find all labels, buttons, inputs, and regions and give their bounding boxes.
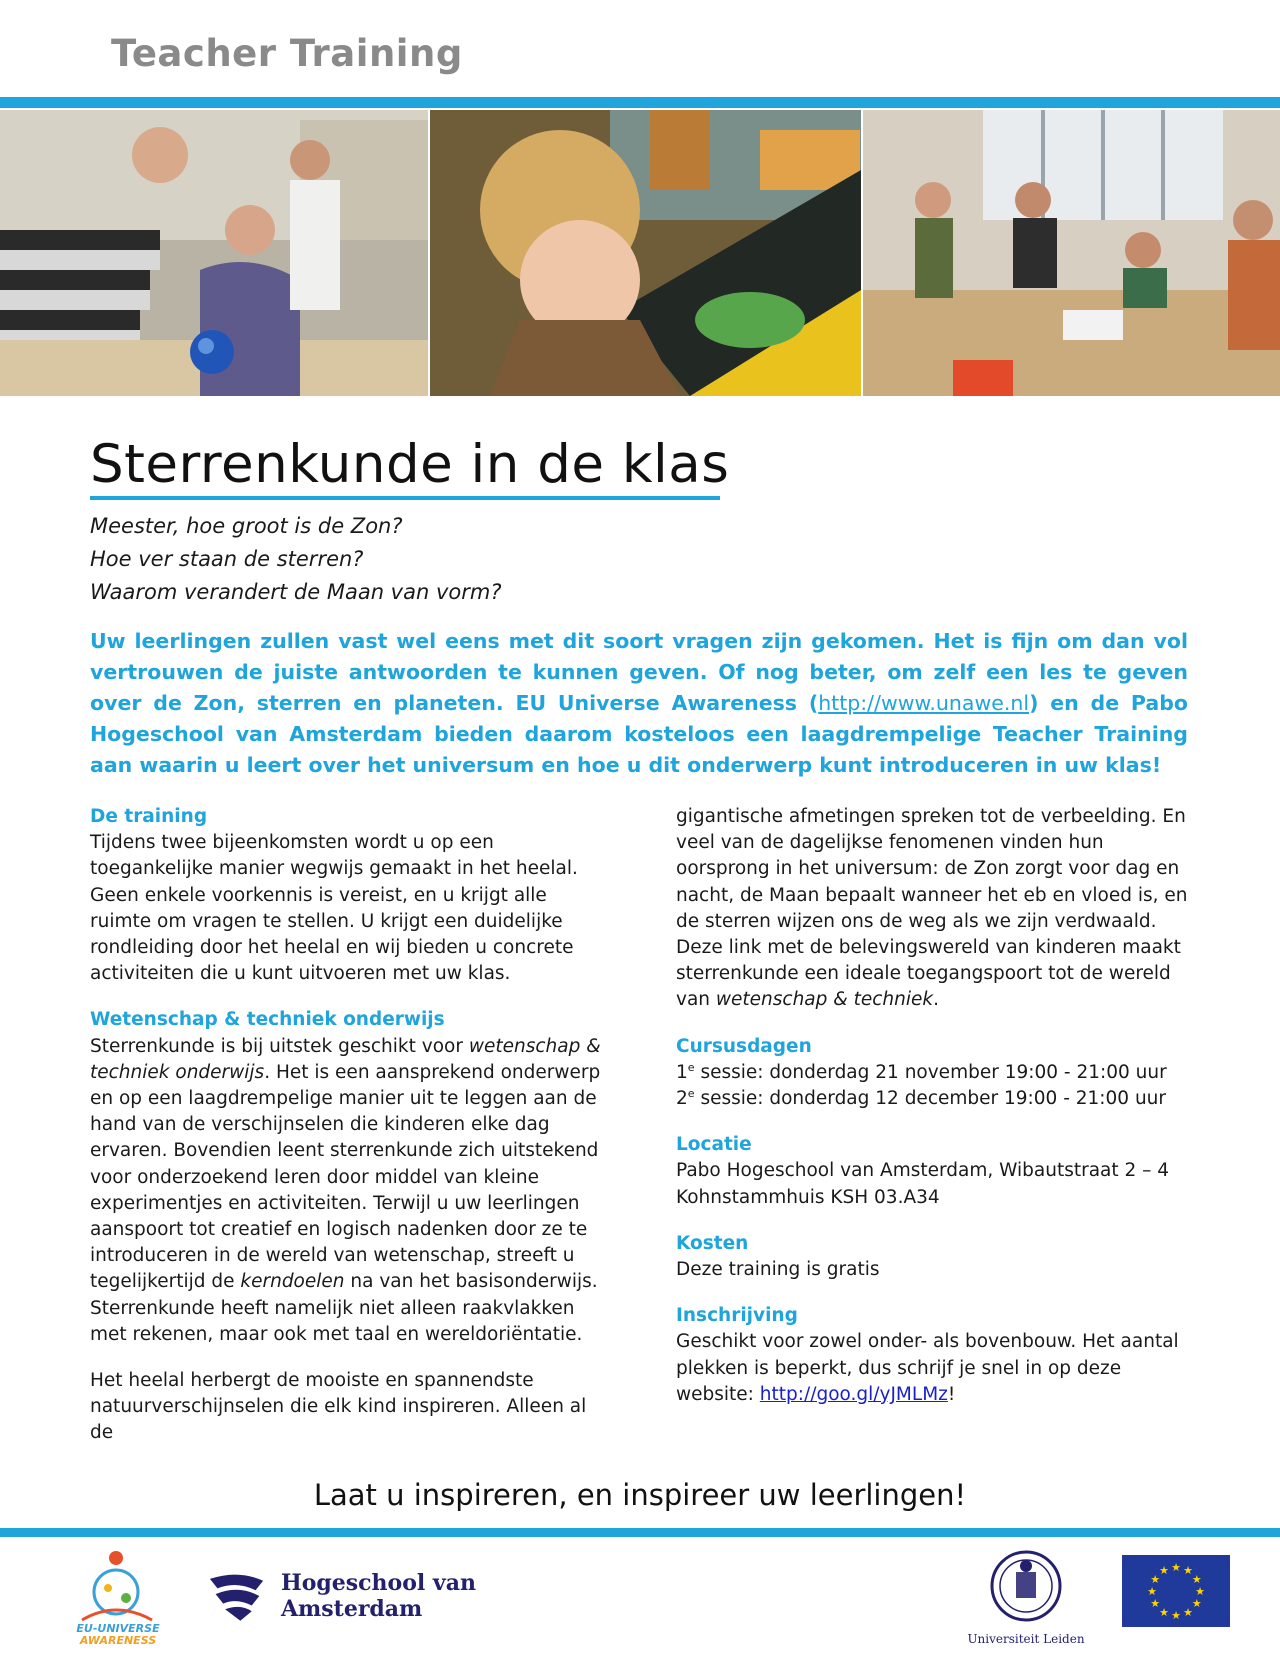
right-column [676,804,1196,1418]
signup-heading: Inschrijving [676,1305,798,1327]
page-header-title: Teacher Training [111,32,463,75]
tagline: Laat u inspireren, en inspireer uw leerlingen! [313,1478,967,1512]
eu-star-icon: ★ [1159,1564,1169,1578]
eu-star-icon: ★ [1150,1573,1161,1586]
hva-wordmark: Hogeschool van Amsterdam [280,1570,476,1622]
training-heading: De training [90,806,208,827]
svg-text:EU-UNIVERSE: EU-UNIVERSE [76,1622,160,1635]
signup-link[interactable]: http://goo.gl/yJMLMz [759,1383,948,1405]
bottom-divider [0,1528,1280,1537]
training-text: Tijdens twee bijeenkomsten wordt u op een toegankelijke manier wegwijs gemaakt in het heelal. Geen enkele voorkennis is vereist, en u krijgt alle ruimte om vragen te stellen. U krijgt een duidelijke rondleiding door het heelal en wij bieden u concrete activiteiten die u kunt uitvoeren met uw klas. [90,832,578,985]
science-text: Sterrenkunde is bij uitstek geschikt voor wetenschap & techniek onderwijs. Het is een aansprekend onderwerp en op een laagdrempelige manier uit te leggen aan de hand van de verschijnselen die kinderen elke dag ervaren. Bovendien leent sterrenkunde zich uitstekend voor onderzoekend leren door middel van kleine experimentjes en activiteiten. Terwijl u uw leerlingen aanspoort tot creatief en logisch nadenken door ze te introduceren in de wereld van wetenschap, streeft u tegelijkertijd de kerndoelen na van het basisonderwijs. Sterrenkunde heeft namelijk niet alleen raakvlakken met rekenen, maar ook met taal en wereldoriëntatie. [90,1035,601,1345]
leiden-seal-icon [990,1548,1062,1626]
photo-strip [0,110,1280,396]
dates-heading: Cursusdagen [676,1035,812,1057]
question-item: Waarom verandert de Maan van vorm? [90,580,502,604]
question-item: Hoe ver staan de sterren? [90,547,364,571]
question-list [90,510,501,609]
hogeschool-van-amsterdam-logo [208,1568,608,1624]
eu-star-icon: ★ [1183,1605,1193,1619]
eu-star-icon: ★ [1150,1597,1161,1610]
session-1: 1e sessie: donderdag 21 november 19:00 - 21:00 uur [676,1060,1167,1083]
eu-star-icon: ★ [1171,1609,1181,1622]
hva-emblem-icon [208,1570,267,1622]
eu-star-icon: ★ [1147,1585,1157,1598]
cost-text: Deze training is gratis [676,1259,880,1281]
photo-teacher-globe [0,110,428,396]
eu-flag-logo [1122,1555,1230,1627]
location-heading: Locatie [676,1134,752,1156]
photo-child-drawing [430,110,861,396]
eu-star-icon: ★ [1159,1605,1169,1619]
unawe-link[interactable]: http://www.unawe.nl [818,691,1030,715]
location-line-2: Kohnstammhuis KSH 03.A34 [676,1186,940,1208]
eu-star-icon: ★ [1195,1585,1205,1598]
intro-paragraph [90,626,1188,781]
intro-text-start: Uw leerlingen zullen vast wel eens met dit soort vragen zijn gekomen. Het is fijn om dan vol vertrouwen de juiste antwoorden te kunnen geven. Of nog beter, om zelf een les te geven over de Zon, sterren en planeten. EU Universe Awareness ( [90,629,1188,715]
leiden-wordmark: Universiteit Leiden [967,1632,1085,1646]
universiteit-leiden-logo [966,1548,1086,1652]
svg-text:AWARENESS: AWARENESS [79,1634,157,1647]
intro-text-end: ) en de Pabo Hogeschool van Amsterdam bieden daarom kosteloos een laagdrempelige Teacher Training aan waarin u leert over het universum en hoe u dit onderwerp kunt introduceren in uw klas! [90,691,1188,777]
science-heading: Wetenschap & techniek onderwijs [90,1009,445,1031]
signup-text: Geschikt voor zowel onder- als bovenbouw. Het aantal plekken is beperkt, dus schrijf je snel in op deze website: http://goo.gl/yJMLMz! [676,1331,1179,1405]
page-title: Sterrenkunde in de klas [90,434,730,495]
eu-star-icon: ★ [1191,1597,1202,1610]
session-2: 2e sessie: donderdag 12 december 19:00 - 21:00 uur [676,1086,1167,1110]
left-column [90,804,610,1457]
cost-heading: Kosten [676,1232,749,1254]
continued-text: gigantische afmetingen spreken tot de verbeelding. En veel van de dagelijkse fenomenen vinden hun oorsprong in het universum: de Zon zorgt voor dag en nacht, de Maan bepaalt wanneer het eb en vloed is, en de sterren wijzen ons de weg als we zijn verdwaald. Deze link met de belevingswereld van kinderen maakt sterrenkunde een ideale toegangspoort tot de wereld van wetenschap & techniek. [676,806,1188,1011]
eu-star-icon: ★ [1171,1561,1181,1574]
photo-classroom [863,110,1280,396]
title-underline [90,496,720,500]
eu-star-icon: ★ [1183,1564,1193,1578]
question-item: Meester, hoe groot is de Zon? [90,514,403,538]
location-line-1: Pabo Hogeschool van Amsterdam, Wibautstraat 2 – 4 [676,1160,1170,1182]
eu-star-icon: ★ [1191,1573,1202,1586]
eu-universe-awareness-logo [70,1548,166,1648]
top-divider [0,97,1280,108]
universe-text: Het heelal herbergt de mooiste en spannendste natuurverschijnselen die elk kind inspireren. Alleen al de [90,1370,587,1444]
